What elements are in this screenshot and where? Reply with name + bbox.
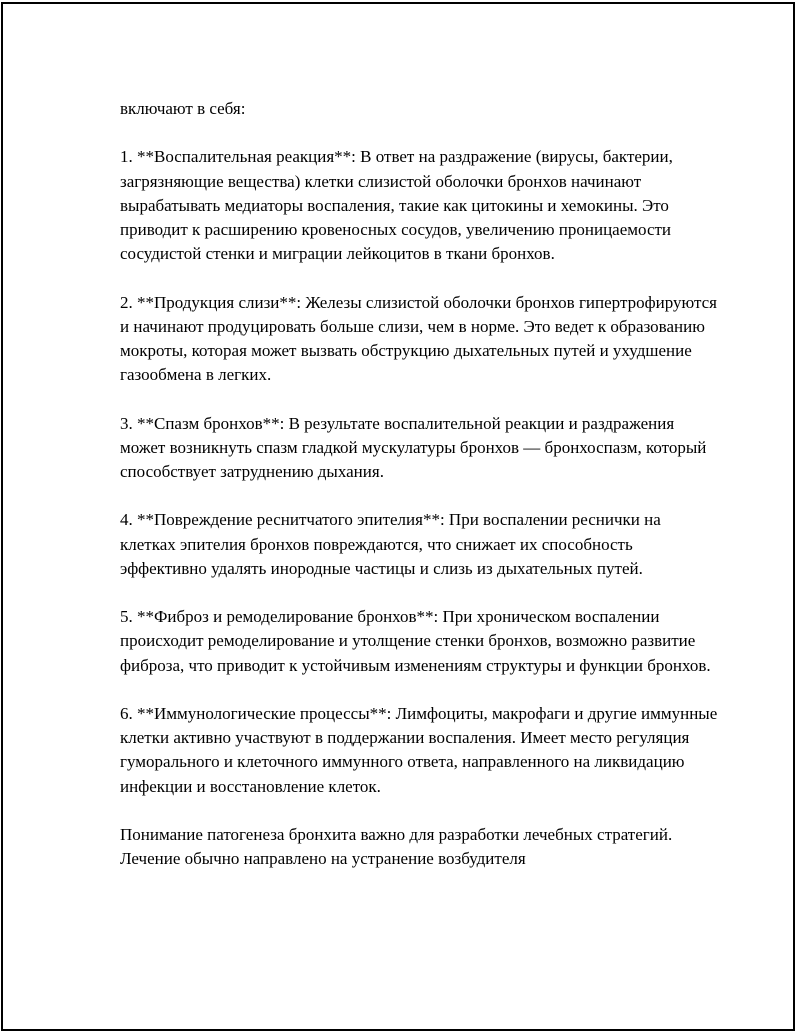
paragraph-inflammation: 1. **Воспалительная реакция**: В ответ на раздражение (вирусы, бактерии, загрязняющие вещества) клетки слизистой оболочки бронхов начинают вырабатывать медиаторы воспаления, такие как цитокины и хемокины. Это приводит к расширению кровеносных сосудов, увеличению проницаемости сосудистой стенки и миграции лейкоцитов в ткани бронхов. xyxy=(120,147,673,264)
paragraph-bronchospasm: 3. **Спазм бронхов**: В результате воспалительной реакции и раздражения может возникнуть спазм гладкой мускулатуры бронхов — бронхоспазм, который способствует затруднению дыхания. xyxy=(120,413,707,481)
document-body xyxy=(120,97,720,896)
paragraph-fibrosis: 5. **Фиброз и ремоделирование бронхов**: При хроническом воспалении происходит ремоделирование и утолщение стенки бронхов, возможно развитие фиброза, что приводит к устойчивым изменениям структуры и функции бронхов. xyxy=(120,607,711,675)
paragraph-immunology: 6. **Иммунологические процессы**: Лимфоциты, макрофаги и другие иммунные клетки активно участвуют в поддержании воспаления. Имеет место регуляция гуморального и клеточного иммунного ответа, направленного на ликвидацию инфекции и восстановление клеток. xyxy=(120,703,718,796)
paragraph-epithelium: 4. **Повреждение реснитчатого эпителия**: При воспалении реснички на клетках эпителия бронхов повреждаются, что снижает их способность эффективно удалять инородные частицы и слизь из дыхательных путей. xyxy=(120,510,661,578)
paragraph-intro: включают в себя: xyxy=(120,99,246,118)
paragraph-mucus: 2. **Продукция слизи**: Железы слизистой оболочки бронхов гипертрофируются и начинают продуцировать больше слизи, чем в норме. Это ведет к образованию мокроты, которая может вызвать обструкцию дыхательных путей и ухудшение газообмена в легких. xyxy=(120,292,717,385)
page-border xyxy=(1,2,795,1031)
paragraph-conclusion: Понимание патогенеза бронхита важно для разработки лечебных стратегий. Лечение обычно направлено на устранение возбудителя xyxy=(120,824,673,869)
